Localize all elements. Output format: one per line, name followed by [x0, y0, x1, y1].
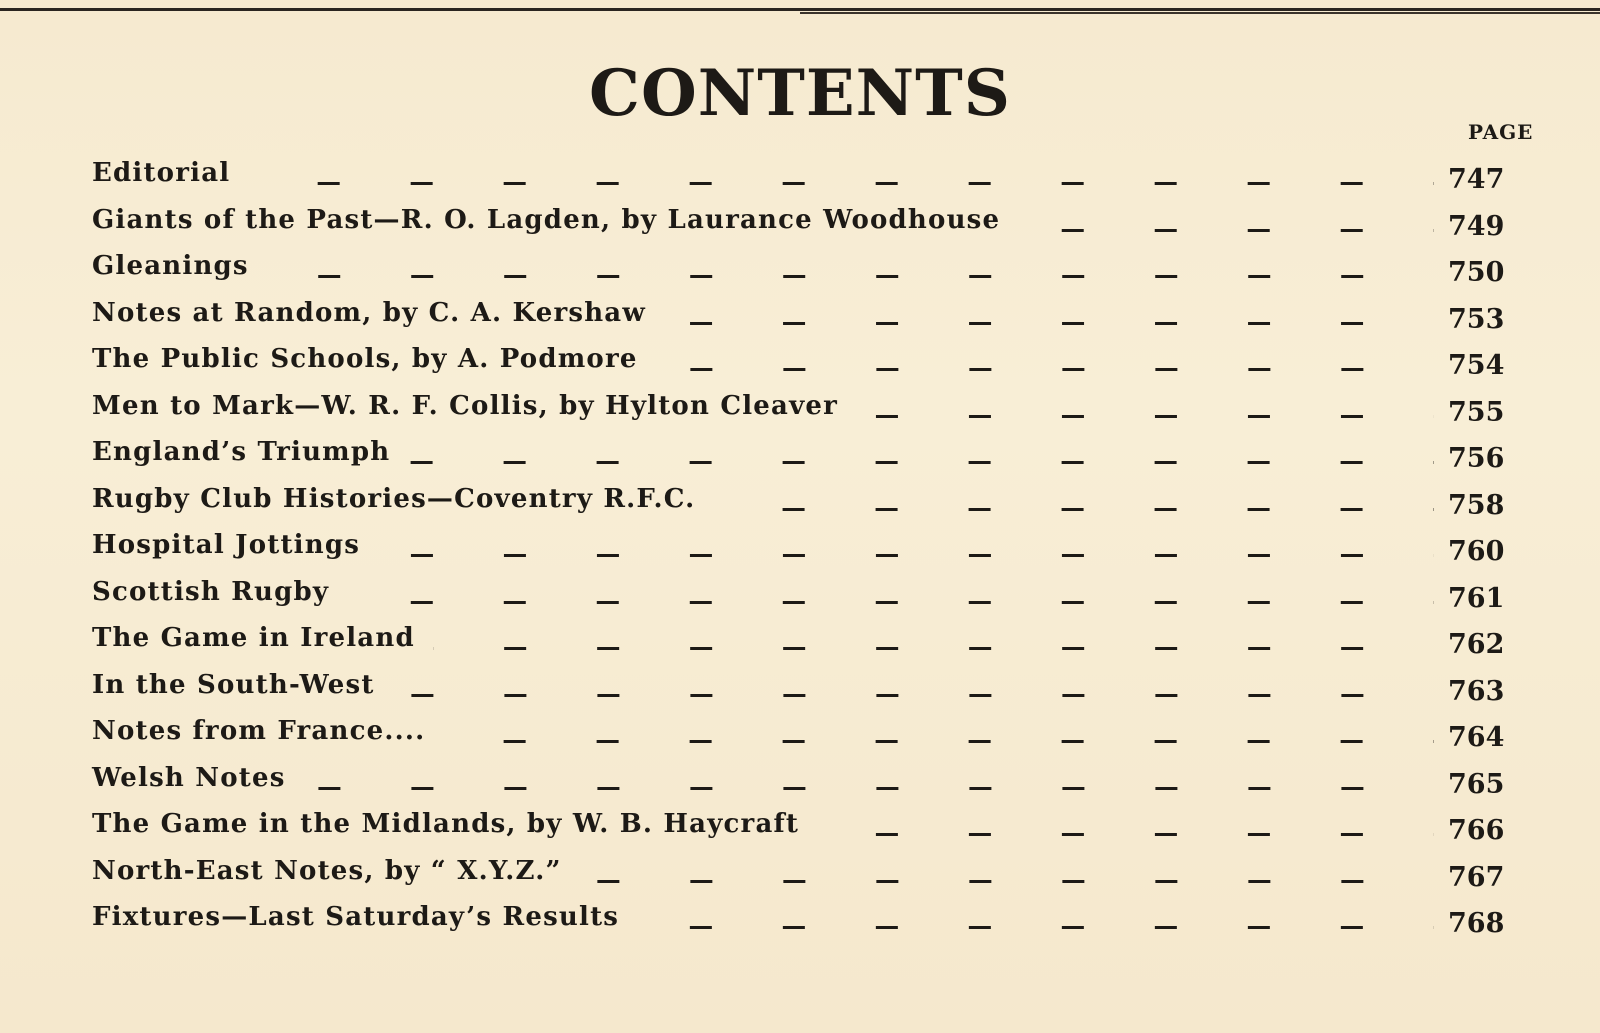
toc-entry-page: 754: [1448, 350, 1505, 381]
toc-entry-title: In the South-West: [92, 669, 375, 700]
dot-leader: [267, 249, 1434, 283]
toc-entry-title: Notes from France....: [92, 716, 426, 746]
top-rule: [0, 8, 1600, 11]
toc-entry-englands-triumph[interactable]: [92, 435, 1520, 482]
toc-entry-page: 749: [1448, 210, 1505, 242]
toc-entry-game-in-midlands[interactable]: [92, 807, 1520, 854]
toc-entry-page: 760: [1448, 536, 1505, 567]
toc-entry-page: 766: [1448, 815, 1505, 846]
toc-entry-title: Gleanings: [92, 251, 249, 281]
table-of-contents: [92, 156, 1520, 947]
toc-entry-public-schools[interactable]: [92, 342, 1520, 389]
toc-entry-page: 765: [1448, 768, 1505, 800]
dot-leader: [817, 807, 1434, 841]
toc-entry-title: Rugby Club Histories—Coventry R.F.C.: [92, 483, 696, 514]
dot-leader: [443, 714, 1434, 748]
toc-entry-page: 750: [1448, 257, 1505, 288]
toc-entry-rugby-club-histories[interactable]: [92, 482, 1520, 529]
toc-entry-title: North-East Notes, by “ X.Y.Z.”: [92, 855, 562, 886]
toc-entry-title: Fixtures—Last Saturday’s Results: [92, 902, 620, 932]
toc-entry-page: 761: [1448, 582, 1505, 614]
page-column-label: PAGE: [1468, 120, 1534, 144]
toc-entry-page: 755: [1448, 396, 1505, 428]
toc-entry-page: 753: [1448, 303, 1505, 335]
dot-leader: [347, 575, 1434, 609]
toc-entry-notes-at-random[interactable]: [92, 296, 1520, 343]
toc-entry-page: 758: [1448, 489, 1505, 521]
toc-entry-title: Scottish Rugby: [92, 576, 330, 607]
toc-entry-hospital-jottings[interactable]: [92, 528, 1520, 575]
toc-entry-title: Giants of the Past—R. O. Lagden, by Laurance Woodhouse: [92, 204, 1001, 235]
toc-entry-men-to-mark[interactable]: [92, 389, 1520, 436]
dot-leader: [378, 528, 1434, 562]
toc-entry-editorial[interactable]: [92, 156, 1520, 203]
dot-leader: [248, 156, 1434, 190]
toc-entry-title: Men to Mark—W. R. F. Collis, by Hylton Cleaver: [92, 390, 839, 421]
toc-entry-welsh-notes[interactable]: [92, 761, 1520, 808]
toc-entry-scottish-rugby[interactable]: [92, 575, 1520, 622]
toc-entry-title: Notes at Random, by C. A. Kershaw: [92, 297, 646, 328]
toc-entry-page: 767: [1448, 861, 1505, 893]
toc-entry-notes-from-france[interactable]: [92, 714, 1520, 761]
toc-entry-title: Welsh Notes: [92, 762, 286, 793]
toc-entry-title: Editorial: [92, 158, 231, 188]
dot-leader: [304, 761, 1434, 795]
toc-entry-game-in-ireland[interactable]: [92, 621, 1520, 668]
toc-entry-gleanings[interactable]: [92, 249, 1520, 296]
toc-entry-giants-of-the-past[interactable]: [92, 203, 1520, 250]
toc-entry-title: The Game in the Midlands, by W. B. Haycraft: [92, 809, 800, 839]
contents-heading: CONTENTS: [589, 56, 1011, 131]
toc-entry-page: 756: [1448, 443, 1505, 474]
dot-leader: [580, 854, 1434, 888]
dot-leader: [393, 668, 1434, 702]
top-rule-secondary: [800, 12, 1600, 14]
dot-leader: [433, 621, 1434, 655]
toc-entry-fixtures[interactable]: [92, 900, 1520, 947]
toc-entry-title: The Game in Ireland: [92, 623, 415, 653]
dot-leader: [1018, 203, 1434, 237]
toc-entry-page: 762: [1448, 629, 1505, 660]
toc-entry-page: 768: [1448, 908, 1505, 939]
dot-leader: [713, 482, 1434, 516]
toc-entry-title: Hospital Jottings: [92, 530, 361, 560]
toc-entry-south-west[interactable]: [92, 668, 1520, 715]
toc-entry-page: 747: [1448, 164, 1505, 195]
toc-entry-page: 763: [1448, 675, 1505, 707]
toc-entry-title: The Public Schools, by A. Podmore: [92, 344, 638, 374]
toc-entry-north-east-notes[interactable]: [92, 854, 1520, 901]
dot-leader: [856, 389, 1434, 423]
dot-leader: [656, 342, 1434, 376]
dot-leader: [408, 435, 1434, 469]
dot-leader: [664, 296, 1434, 330]
toc-entry-page: 764: [1448, 722, 1505, 753]
dot-leader: [637, 900, 1434, 934]
toc-entry-title: England’s Triumph: [92, 437, 391, 467]
